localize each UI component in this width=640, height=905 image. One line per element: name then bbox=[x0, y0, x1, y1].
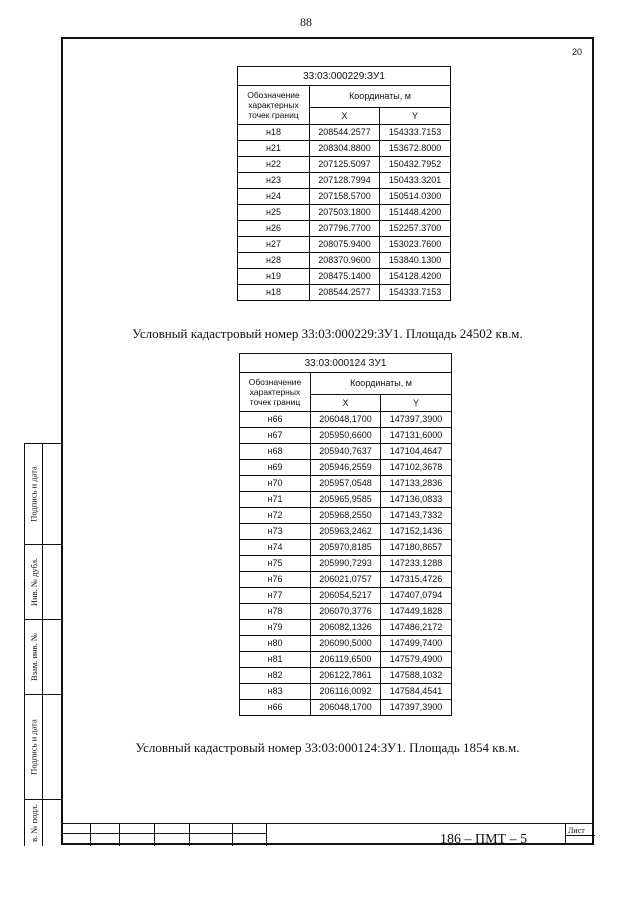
x-coordinate: 206122,7861 bbox=[311, 668, 381, 684]
table-row bbox=[240, 588, 452, 604]
y-coordinate: 147486,2172 bbox=[381, 620, 452, 636]
point-id: н78 bbox=[240, 604, 311, 620]
table-row bbox=[240, 620, 452, 636]
point-id: н21 bbox=[238, 141, 310, 157]
point-id: н72 bbox=[240, 508, 311, 524]
table-row bbox=[240, 684, 452, 700]
x-coordinate: 206048,1700 bbox=[311, 412, 381, 428]
y-coordinate: 152257.3700 bbox=[380, 221, 451, 237]
y-coordinate: 154333.7153 bbox=[380, 285, 451, 301]
table-title: 33:03:000124 ЗУ1 bbox=[240, 354, 452, 373]
y-coordinate: 154128.4200 bbox=[380, 269, 451, 285]
x-column-header: X bbox=[310, 108, 380, 125]
y-coordinate: 147136,0833 bbox=[381, 492, 452, 508]
y-coordinate: 147449,1828 bbox=[381, 604, 452, 620]
point-id: н76 bbox=[240, 572, 311, 588]
y-coordinate: 153023.7600 bbox=[380, 237, 451, 253]
x-coordinate: 206021,0757 bbox=[311, 572, 381, 588]
point-id: н77 bbox=[240, 588, 311, 604]
point-id: н71 bbox=[240, 492, 311, 508]
x-coordinate: 207796.7700 bbox=[310, 221, 380, 237]
y-coordinate: 147397,3900 bbox=[381, 412, 452, 428]
x-coordinate: 208544.2577 bbox=[310, 125, 380, 141]
x-coordinate: 206054,5217 bbox=[311, 588, 381, 604]
y-coordinate: 147315,4726 bbox=[381, 572, 452, 588]
y-coordinate: 147143,7332 bbox=[381, 508, 452, 524]
x-coordinate: 205990,7293 bbox=[311, 556, 381, 572]
table-row bbox=[238, 173, 451, 189]
point-id: н82 bbox=[240, 668, 311, 684]
y-coordinate: 147584,4541 bbox=[381, 684, 452, 700]
y-coordinate: 151448.4200 bbox=[380, 205, 451, 221]
point-id: н28 bbox=[238, 253, 310, 269]
x-coordinate: 207503.1800 bbox=[310, 205, 380, 221]
table-row bbox=[238, 269, 451, 285]
table-row bbox=[238, 237, 451, 253]
point-id: н83 bbox=[240, 684, 311, 700]
table-row bbox=[240, 508, 452, 524]
point-id: н23 bbox=[238, 173, 310, 189]
sheet-label: Лист bbox=[568, 826, 585, 835]
y-coordinate: 147133,2836 bbox=[381, 476, 452, 492]
x-coordinate: 206119,6500 bbox=[311, 652, 381, 668]
table-row bbox=[240, 428, 452, 444]
y-coordinate: 147131,6000 bbox=[381, 428, 452, 444]
document-code: 186 – ПМТ – 5 bbox=[440, 832, 528, 847]
table-row bbox=[238, 205, 451, 221]
x-coordinate: 205946,2559 bbox=[311, 460, 381, 476]
x-coordinate: 206090,5000 bbox=[311, 636, 381, 652]
coordinates-table-1 bbox=[237, 66, 451, 301]
point-id: н75 bbox=[240, 556, 311, 572]
table-row bbox=[240, 668, 452, 684]
binding-label-dup-inventory: Инв. № дубл. bbox=[29, 557, 40, 606]
x-coordinate: 208075.9400 bbox=[310, 237, 380, 253]
table-title: 33:03:000229:ЗУ1 bbox=[238, 67, 451, 86]
table-row bbox=[240, 444, 452, 460]
point-id: н74 bbox=[240, 540, 311, 556]
y-coordinate: 147102,3678 bbox=[381, 460, 452, 476]
table-row bbox=[240, 700, 452, 716]
table-row bbox=[238, 221, 451, 237]
parcel-caption-1: Условный кадастровый номер 33:03:000229:ЗУ1. Площадь 24502 кв.м. bbox=[132, 326, 523, 341]
x-coordinate: 207128.7994 bbox=[310, 173, 380, 189]
y-coordinate: 147588,1032 bbox=[381, 668, 452, 684]
point-id: н25 bbox=[238, 205, 310, 221]
x-coordinate: 208475.1400 bbox=[310, 269, 380, 285]
point-id: н73 bbox=[240, 524, 311, 540]
y-coordinate: 147579,4900 bbox=[381, 652, 452, 668]
y-coordinate: 153840.1300 bbox=[380, 253, 451, 269]
table-row bbox=[238, 125, 451, 141]
y-coordinate: 147397,3900 bbox=[381, 700, 452, 716]
x-coordinate: 205970,8185 bbox=[311, 540, 381, 556]
table-row bbox=[240, 476, 452, 492]
table-row bbox=[238, 141, 451, 157]
point-id: н22 bbox=[238, 157, 310, 173]
y-column-header: Y bbox=[381, 395, 452, 412]
x-coordinate: 208304.8800 bbox=[310, 141, 380, 157]
table-row bbox=[240, 572, 452, 588]
x-coordinate: 205950,6600 bbox=[311, 428, 381, 444]
x-coordinate: 205965,9585 bbox=[311, 492, 381, 508]
point-id: н27 bbox=[238, 237, 310, 253]
y-coordinate: 150433.3201 bbox=[380, 173, 451, 189]
y-coordinate: 153672.8000 bbox=[380, 141, 451, 157]
binding-label-signature-date-2: Подпись и дата bbox=[29, 718, 40, 775]
sheet-corner-number: 20 bbox=[572, 47, 583, 57]
table-row bbox=[240, 540, 452, 556]
point-header: Обозначение характерных точек границ bbox=[240, 373, 311, 412]
table-row bbox=[240, 604, 452, 620]
point-id: н66 bbox=[240, 700, 311, 716]
x-column-header: X bbox=[311, 395, 381, 412]
point-id: н24 bbox=[238, 189, 310, 205]
x-coordinate: 205963,2462 bbox=[311, 524, 381, 540]
table-row bbox=[240, 492, 452, 508]
coords-header: Координаты, м bbox=[310, 86, 451, 108]
point-id: н68 bbox=[240, 444, 311, 460]
point-id: н18 bbox=[238, 125, 310, 141]
x-coordinate: 206048,1700 bbox=[311, 700, 381, 716]
point-id: н79 bbox=[240, 620, 311, 636]
x-coordinate: 208370.9600 bbox=[310, 253, 380, 269]
binding-strip bbox=[24, 443, 62, 846]
table-row bbox=[238, 285, 451, 301]
x-coordinate: 207125.5097 bbox=[310, 157, 380, 173]
y-coordinate: 147499,7400 bbox=[381, 636, 452, 652]
y-coordinate: 147180,8657 bbox=[381, 540, 452, 556]
table-row bbox=[240, 556, 452, 572]
point-id: н26 bbox=[238, 221, 310, 237]
table-row bbox=[238, 253, 451, 269]
table-row bbox=[240, 652, 452, 668]
x-coordinate: 205957,0548 bbox=[311, 476, 381, 492]
parcel-caption-2: Условный кадастровый номер 33:03:000124:ЗУ1. Площадь 1854 кв.м. bbox=[135, 740, 520, 755]
point-id: н67 bbox=[240, 428, 311, 444]
page-number: 88 bbox=[300, 15, 312, 29]
table-row bbox=[238, 157, 451, 173]
y-column-header: Y bbox=[380, 108, 451, 125]
binding-label-original-inventory: в. № подл. bbox=[29, 803, 39, 842]
table-row bbox=[240, 636, 452, 652]
x-coordinate: 206116,0092 bbox=[311, 684, 381, 700]
table-row bbox=[240, 460, 452, 476]
y-coordinate: 147233,1288 bbox=[381, 556, 452, 572]
y-coordinate: 154333.7153 bbox=[380, 125, 451, 141]
x-coordinate: 205968,2550 bbox=[311, 508, 381, 524]
y-coordinate: 147407,0794 bbox=[381, 588, 452, 604]
binding-label-replacement-inventory: Взам. инв. № bbox=[29, 632, 39, 681]
y-coordinate: 147104,4647 bbox=[381, 444, 452, 460]
x-coordinate: 205940,7637 bbox=[311, 444, 381, 460]
coordinates-table-2 bbox=[239, 353, 452, 716]
point-id: н81 bbox=[240, 652, 311, 668]
y-coordinate: 150432.7952 bbox=[380, 157, 451, 173]
y-coordinate: 150514.0300 bbox=[380, 189, 451, 205]
x-coordinate: 207158.5700 bbox=[310, 189, 380, 205]
coords-header: Координаты, м bbox=[311, 373, 452, 395]
point-id: н80 bbox=[240, 636, 311, 652]
binding-label-signature-date: Подпись и дата bbox=[29, 466, 40, 522]
point-id: н18 bbox=[238, 285, 310, 301]
table-row bbox=[240, 524, 452, 540]
point-header: Обозначение характерных точек границ bbox=[238, 86, 310, 125]
point-id: н19 bbox=[238, 269, 310, 285]
table-row bbox=[238, 189, 451, 205]
x-coordinate: 208544.2577 bbox=[310, 285, 380, 301]
table-row bbox=[240, 412, 452, 428]
point-id: н70 bbox=[240, 476, 311, 492]
point-id: н66 bbox=[240, 412, 311, 428]
point-id: н69 bbox=[240, 460, 311, 476]
x-coordinate: 206070,3776 bbox=[311, 604, 381, 620]
y-coordinate: 147152,1436 bbox=[381, 524, 452, 540]
x-coordinate: 206082,1326 bbox=[311, 620, 381, 636]
